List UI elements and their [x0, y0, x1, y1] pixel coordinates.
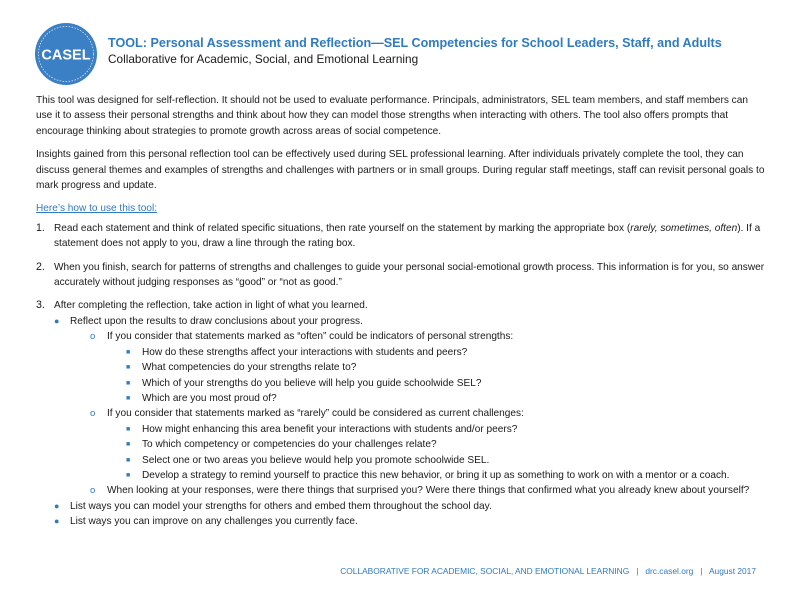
list-item: o When looking at your responses, were there things that surprised you? Were there things that confirmed what you already knew about yourself?: [36, 483, 766, 498]
list-item: ■ Which of your strengths do you believe will help you guide schoolwide SEL?: [36, 376, 766, 391]
bullet-square-icon: ■: [126, 441, 131, 449]
list-item: ● Reflect upon the results to draw conclusions about your progress.: [36, 314, 766, 329]
page-title: TOOL: Personal Assessment and Reflection—SEL Competencies for School Leaders, Staff, and Adults: [108, 36, 722, 50]
list-item: ● List ways you can improve on any challenges you currently face.: [36, 514, 766, 529]
bullet-square-icon: ■: [126, 379, 131, 387]
page-footer: COLLABORATIVE FOR ACADEMIC, SOCIAL, AND EMOTIONAL LEARNING | drc.casel.org | August 2017: [340, 566, 756, 576]
bullet-dot-icon: ●: [54, 516, 60, 527]
step-number: 1.: [36, 221, 45, 234]
bullet-circle-icon: o: [90, 331, 96, 343]
step-number: 3.: [36, 299, 45, 312]
document-body: [36, 93, 766, 530]
intro-paragraph-1: This tool was designed for self-reflection. It should not be used to evaluate performance. Principals, administrators, SEL team members, and staff members can use it to assess their personal strengths and think about how they can model those strengths when interacting with others. The tool also offers prompts that encourage thinking about strategies to promote growth across areas of social competence.: [36, 95, 748, 137]
page-subtitle: Collaborative for Academic, Social, and Emotional Learning: [108, 52, 419, 66]
intro-paragraph-2: Insights gained from this personal reflection tool can be effectively used during SEL professional learning. After individuals privately complete the tool, they can discuss general themes and examples of strengths and challenges with partners or in small groups. During regular staff meetings, staff can revisit personal goals to mark progress and update.: [36, 149, 765, 192]
step-number: 2.: [36, 260, 45, 273]
bullet-circle-icon: o: [90, 485, 96, 497]
how-to-heading: Here’s how to use this tool:: [36, 203, 158, 215]
list-item: ● List ways you can model your strengths for others and embed them throughout the school day.: [36, 499, 766, 514]
list-item: ■ What competencies do your strengths relate to?: [36, 360, 766, 375]
step-2: [36, 260, 766, 291]
step-text: When you finish, search for patterns of strengths and challenges to guide your personal social-emotional growth process. This information is for you, so answer accurately without judging responses as “good” or “not as good.”: [54, 261, 765, 289]
bullet-square-icon: ■: [126, 364, 131, 372]
bullet-square-icon: ■: [126, 425, 131, 433]
bullet-dot-icon: ●: [54, 500, 60, 511]
list-item: ■ How might enhancing this area benefit your interactions with students and/or peers?: [36, 422, 766, 437]
bullet-square-icon: ■: [126, 348, 131, 356]
list-item: ■ Develop a strategy to remind yourself to practice this new behavior, or bring it up as something to work on with a mentor or a coach.: [36, 468, 766, 483]
list-item: ■ To which competency or competencies do your challenges relate?: [36, 437, 766, 452]
bullet-circle-icon: o: [90, 408, 96, 420]
step-text: Read each statement and think of related specific situations, then rate yourself on the statement by marking the appropriate box (rarely, sometimes, often). If a statement does not apply to you, draw a line through the rating box.: [54, 222, 761, 250]
step-3: [36, 298, 766, 313]
step-1: [36, 221, 766, 252]
bullet-dot-icon: ●: [54, 315, 60, 326]
casel-logo: [34, 22, 98, 86]
logo-text: CASEL: [41, 47, 91, 64]
list-item: ■ Which are you most proud of?: [36, 391, 766, 406]
list-item: o If you consider that statements marked as “often” could be indicators of personal strengths:: [36, 329, 766, 344]
list-item: o If you consider that statements marked as “rarely” could be considered as current challenges:: [36, 406, 766, 421]
list-item: ■ Select one or two areas you believe would help you promote schoolwide SEL.: [36, 453, 766, 468]
list-item: ■ How do these strengths affect your interactions with students and peers?: [36, 345, 766, 360]
bullet-square-icon: ■: [126, 471, 131, 479]
bullet-square-icon: ■: [126, 394, 131, 402]
step-text: After completing the reflection, take action in light of what you learned.: [54, 300, 368, 312]
bullet-square-icon: ■: [126, 456, 131, 464]
